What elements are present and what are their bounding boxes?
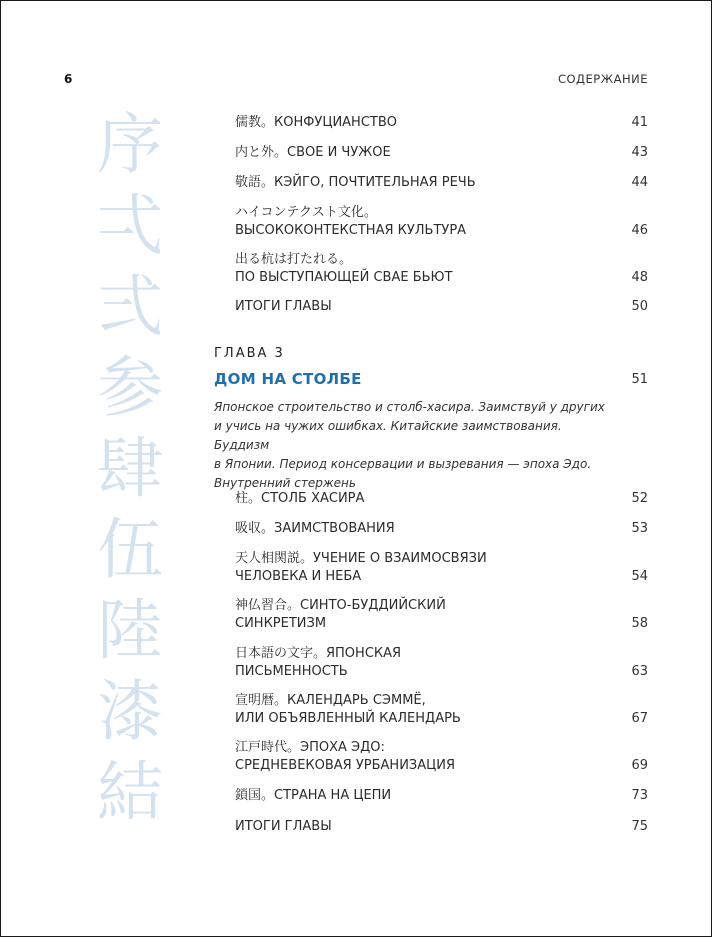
toc-entry[interactable]	[235, 490, 648, 508]
toc-entry-page: 73	[631, 788, 648, 803]
toc-entry[interactable]	[235, 550, 648, 586]
toc-entry-title: ИТОГИ ГЛАВЫ	[235, 819, 332, 834]
toc-entry-page: 53	[631, 521, 648, 536]
toc-entry-title: ВЫСОКОКОНТЕКСТНАЯ КУЛЬТУРА	[235, 223, 467, 238]
toc-entry-title: 内と外。СВОЕ И ЧУЖОЕ	[235, 145, 391, 160]
toc-entry-page: 63	[631, 664, 648, 679]
toc-entry[interactable]	[235, 174, 648, 192]
toc-entry-title: 柱。СТОЛБ ХАСИРА	[235, 491, 365, 506]
toc-entry-title: ИТОГИ ГЛАВЫ	[235, 299, 332, 314]
kanji-numeral: 漆	[97, 673, 163, 750]
toc-entry-title: ЧЕЛОВЕКА И НЕБА	[235, 569, 362, 584]
kanji-numeral: 陸	[97, 592, 163, 669]
toc-entry[interactable]	[235, 204, 648, 240]
chapter-label: ГЛАВА 3	[214, 346, 285, 361]
toc-entry-title: ПО ВЫСТУПАЮЩЕЙ СВАЕ БЬЮТ	[235, 270, 453, 285]
toc-entry-title: ИЛИ ОБЪЯВЛЕННЫЙ КАЛЕНДАРЬ	[235, 711, 461, 726]
toc-entry-page: 75	[631, 819, 648, 834]
toc-entry-title: 鎖国。СТРАНА НА ЦЕПИ	[235, 788, 392, 803]
toc-entry-title: 江戸時代。ЭПОХА ЭДО:	[235, 740, 385, 755]
toc-entry[interactable]	[235, 144, 648, 162]
toc-entry-title: 敬語。КЭЙГО, ПОЧТИТЕЛЬНАЯ РЕЧЬ	[235, 175, 476, 190]
toc-entry-title: 出る杭は打たれる。	[235, 252, 353, 267]
toc-entry[interactable]	[235, 251, 648, 287]
toc-entry[interactable]	[235, 692, 648, 728]
toc-entry-page: 44	[631, 175, 648, 190]
toc-entry-page: 54	[631, 569, 648, 584]
toc-entry-title: СИНКРЕТИЗМ	[235, 616, 327, 631]
toc-entry[interactable]	[235, 818, 648, 836]
toc-entry-page: 67	[631, 711, 648, 726]
toc-entry-title: ПИСЬМЕННОСТЬ	[235, 664, 348, 679]
chapter-description-line: Внутренний стержень	[214, 476, 356, 490]
toc-entry-page: 43	[631, 145, 648, 160]
toc-entry-page: 69	[631, 758, 648, 773]
kanji-numeral: 参	[97, 349, 163, 426]
toc-entry-title: 儒教。КОНФУЦИАНСТВО	[235, 115, 398, 130]
toc-entry[interactable]	[235, 597, 648, 633]
kanji-numeral: 序	[97, 106, 163, 183]
toc-entry[interactable]	[235, 787, 648, 805]
toc-entry[interactable]	[235, 114, 648, 132]
toc-entry-title: 吸収。ЗАИМСТВОВАНИЯ	[235, 521, 395, 536]
chapter-title[interactable]: ДОМ НА СТОЛБЕ	[214, 370, 362, 388]
chapter-description-line: и учись на чужих ошибках. Китайские заимствования. Буддизм	[214, 419, 562, 452]
toc-entry[interactable]	[235, 645, 648, 681]
toc-entry-page: 46	[631, 223, 648, 238]
page-number: 6	[64, 72, 73, 86]
toc-entry-title: ハイコンテクスト文化。	[235, 205, 377, 220]
toc-entry-title: 天人相関説。УЧЕНИЕ О ВЗАИМОСВЯЗИ	[235, 551, 487, 566]
toc-entry-page: 58	[631, 616, 648, 631]
toc-entry-page: 52	[631, 491, 648, 506]
kanji-numeral: 弌	[97, 187, 163, 264]
toc-entry-title: 日本語の文字。ЯПОНСКАЯ	[235, 646, 402, 661]
running-head: СОДЕРЖАНИЕ	[557, 72, 648, 86]
toc-entry[interactable]	[235, 520, 648, 538]
kanji-numeral: 結	[97, 754, 163, 831]
toc-entry-page: 50	[631, 299, 648, 314]
kanji-numeral: 弍	[97, 268, 163, 345]
chapter-description-line: Японское строительство и столб-хасира. Заимствуй у других	[214, 400, 605, 414]
toc-entry-title: 神仏習合。СИНТО-БУДДИЙСКИЙ	[235, 598, 446, 613]
toc-entry-page: 48	[631, 270, 648, 285]
toc-entry-title: СРЕДНЕВЕКОВАЯ УРБАНИЗАЦИЯ	[235, 758, 455, 773]
kanji-numeral: 肆	[97, 430, 163, 507]
kanji-numeral: 伍	[97, 511, 163, 588]
toc-entry[interactable]	[235, 739, 648, 775]
chapter-description	[214, 398, 614, 493]
toc-entry-page: 41	[631, 115, 648, 130]
chapter-page: 51	[631, 372, 648, 387]
toc-entry[interactable]	[235, 298, 648, 316]
chapter-description-line: в Японии. Период консервации и вызревания — эпоха Эдо.	[214, 457, 592, 471]
toc-entry-title: 宣明暦。КАЛЕНДАРЬ СЭММЁ,	[235, 693, 426, 708]
